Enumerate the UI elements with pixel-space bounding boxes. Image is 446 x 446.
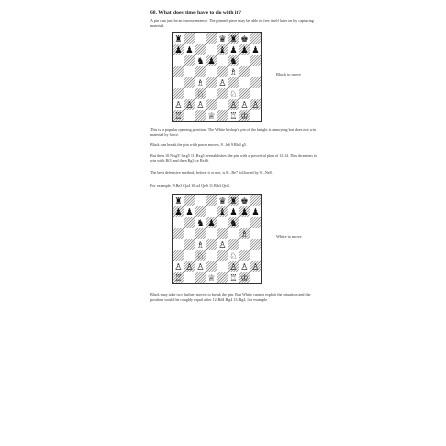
chess-piece-icon: ♝ (218, 207, 227, 219)
chessboard-2 (173, 195, 261, 283)
chess-piece-icon: ♙ (174, 262, 183, 274)
light-square (173, 55, 184, 66)
light-square (217, 99, 228, 110)
chess-piece-icon: ♙ (251, 262, 260, 274)
light-square (173, 217, 184, 228)
diagram-caption-1: Black to move (276, 72, 302, 77)
chess-piece-icon: ♖ (174, 111, 183, 121)
light-square (217, 217, 228, 228)
light-square (250, 272, 261, 283)
chess-piece-icon: ♜ (229, 34, 238, 46)
light-square (239, 55, 250, 66)
chess-piece-icon: ♚ (240, 196, 249, 208)
paragraph-5: Black may take two further moves to break the pin. But White cannot exploit the situation and the position would be roughly equal after 12.Bd4 Bg4 13.Bg4, for example. (150, 292, 311, 303)
light-square (217, 261, 228, 272)
chess-piece-icon: ♟ (207, 56, 216, 68)
chess-piece-icon: ♟ (174, 207, 183, 219)
chess-piece-icon: ♙ (185, 262, 194, 274)
light-square (239, 77, 250, 88)
chess-piece-icon: ♟ (229, 207, 238, 219)
light-square (228, 228, 239, 239)
chess-piece-icon: ♔ (240, 273, 249, 283)
chess-piece-icon: ♟ (185, 207, 194, 219)
chess-piece-icon: ♜ (229, 196, 238, 208)
chess-piece-icon: ♕ (207, 273, 216, 283)
intro-text: A pin can just be an inconvenience. The pinned piece may be able to free itself later on by capturing material. (150, 18, 314, 29)
section-title: 68. What does time have to do with it? (150, 10, 242, 16)
paragraph-1: This is a popular opening position. The White bishop's pin of the knight is annoying but does not win material by force. (150, 127, 316, 138)
chess-piece-icon: ♗ (229, 67, 238, 79)
light-square (206, 206, 217, 217)
chess-piece-icon: ♙ (218, 78, 227, 90)
chess-piece-icon: ♟ (240, 207, 249, 219)
chess-piece-icon: ♘ (196, 251, 205, 263)
chess-piece-icon: ♙ (196, 262, 205, 274)
light-square (250, 110, 261, 121)
light-square (250, 250, 261, 261)
chess-piece-icon: ♘ (229, 89, 238, 101)
light-square (206, 44, 217, 55)
chess-piece-icon: ♙ (185, 100, 194, 112)
chess-piece-icon: ♙ (196, 100, 205, 112)
chess-piece-icon: ♟ (251, 207, 260, 219)
chess-piece-icon: ♖ (174, 273, 183, 283)
light-square (217, 55, 228, 66)
chess-piece-icon: ♘ (196, 89, 205, 101)
light-square (239, 239, 250, 250)
light-square (195, 195, 206, 206)
chess-piece-icon: ♘ (229, 251, 238, 263)
chess-piece-icon: ♟ (229, 45, 238, 57)
chess-piece-icon: ♝ (218, 45, 227, 57)
chess-piece-icon: ♕ (207, 111, 216, 121)
paragraph-2: Black can break the pin with pawn moves, 8...h6 9.Bh4 g5. (150, 142, 247, 147)
chess-piece-icon: ♔ (240, 111, 249, 121)
light-square (250, 88, 261, 99)
light-square (184, 228, 195, 239)
chess-piece-icon: ♖ (229, 111, 238, 121)
chess-piece-icon: ♙ (229, 100, 238, 112)
light-square (184, 250, 195, 261)
chess-piece-icon: ♜ (174, 34, 183, 46)
chessboard-1 (173, 33, 261, 121)
light-square (173, 239, 184, 250)
light-square (184, 110, 195, 121)
light-square (250, 228, 261, 239)
chess-piece-icon: ♞ (196, 218, 205, 230)
light-square (206, 228, 217, 239)
chess-piece-icon: ♙ (174, 100, 183, 112)
chess-piece-icon: ♟ (251, 45, 260, 57)
chess-piece-icon: ♗ (196, 240, 205, 252)
light-square (206, 250, 217, 261)
paragraph-3: But then 10.Nxg5! hxg5 11.Bxg5 reestablishes the pin with a powerful plan of 12.f4. This threatens to win with Rf3 and then Rg3 or Bxf6. (150, 153, 318, 164)
chess-piece-icon: ♜ (174, 196, 183, 208)
chess-piece-icon: ♟ (207, 218, 216, 230)
chess-piece-icon: ♗ (240, 229, 249, 241)
light-square (173, 77, 184, 88)
light-square (184, 66, 195, 77)
chess-piece-icon: ♖ (229, 273, 238, 283)
chess-diagram-2 (172, 194, 262, 284)
chess-piece-icon: ♛ (218, 196, 227, 208)
paragraph-4: The best defensive method, before it or not, is 8...Be7 followed by 9...Ne8. (150, 170, 273, 175)
chess-piece-icon: ♛ (218, 34, 227, 46)
light-square (184, 88, 195, 99)
chess-piece-icon: ♞ (229, 56, 238, 68)
chess-piece-icon: ♙ (240, 262, 249, 274)
light-square (206, 88, 217, 99)
chess-diagram-1 (172, 32, 262, 122)
chess-piece-icon: ♚ (240, 34, 249, 46)
chess-piece-icon: ♙ (218, 240, 227, 252)
chess-piece-icon: ♙ (251, 100, 260, 112)
chess-piece-icon: ♟ (185, 45, 194, 57)
light-square (184, 272, 195, 283)
chess-piece-icon: ♞ (196, 56, 205, 68)
example-text: For example, 9.Be3 Qa4 10.a4 Qe6 11.Bb4 Qe4. (150, 183, 230, 188)
light-square (195, 33, 206, 44)
chess-piece-icon: ♞ (229, 218, 238, 230)
chess-piece-icon: ♙ (240, 100, 249, 112)
diagram-caption-2: White to move (276, 234, 302, 239)
chess-piece-icon: ♗ (196, 78, 205, 90)
chess-piece-icon: ♟ (174, 45, 183, 57)
light-square (250, 66, 261, 77)
chess-piece-icon: ♟ (240, 45, 249, 57)
light-square (206, 66, 217, 77)
chess-piece-icon: ♙ (229, 262, 238, 274)
light-square (239, 217, 250, 228)
